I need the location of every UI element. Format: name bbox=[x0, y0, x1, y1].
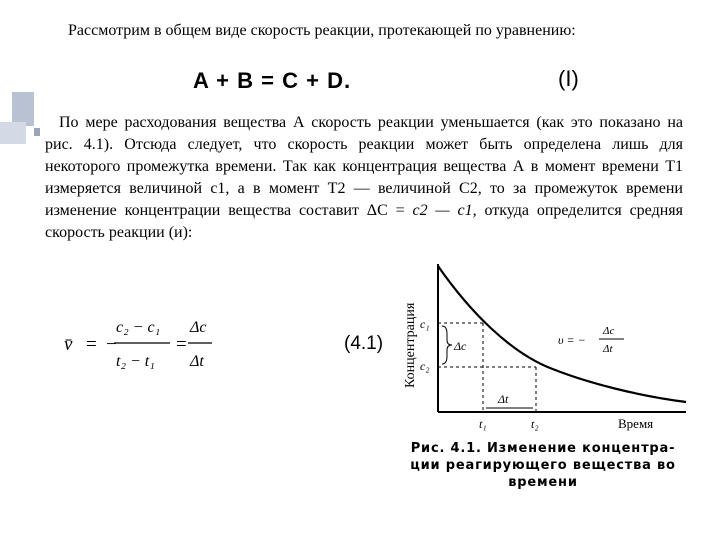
c2-label: c₂ bbox=[420, 359, 430, 373]
rate-formula-numerator: Δc bbox=[603, 325, 615, 337]
caption-line: Рис. 4.1. Изменение концентра- bbox=[410, 441, 676, 456]
formula-denominator-2: Δt bbox=[190, 353, 204, 370]
y-axis-label: Концентрация bbox=[403, 302, 418, 388]
x-axis-label: Время bbox=[618, 416, 654, 431]
delta-c-label: Δc bbox=[454, 339, 467, 353]
main-paragraph bbox=[45, 112, 683, 244]
figure-caption bbox=[392, 440, 694, 491]
equation-number: (I) bbox=[558, 66, 579, 91]
caption-line: ции реагирующего вещества во bbox=[410, 458, 676, 473]
delta-c-brace bbox=[442, 326, 452, 364]
main-text-part3: откуда определится средняя скорость реакции (и): bbox=[45, 202, 683, 241]
formula-denominator-1: t₂ − t₁ bbox=[116, 353, 155, 370]
concentration-time-graph bbox=[400, 262, 690, 438]
decorative-block bbox=[34, 128, 40, 136]
t1-label: t₁ bbox=[479, 417, 487, 431]
reaction-equation: A + B = C + D. bbox=[193, 68, 352, 93]
decorative-block bbox=[12, 92, 34, 126]
formula-minus: − bbox=[106, 334, 117, 355]
main-text-formula: c2 — c1, bbox=[412, 202, 477, 219]
main-text-part1: По мере расходования вещества А скорость реакции уменьшается (как это показано на рис. 4.1). Отсюда следует, что скорость реакции может быть определена лишь для некоторого промежутка времени. Так как концентрация вещества А в момент времени Т1 измеряется величиной с1, а в момент Т2 — величиной С2, то за промежуток времени изменение концентрации вещества составит ΔC = bbox=[45, 114, 683, 219]
formula-equals-2: = bbox=[176, 334, 187, 355]
t2-label: t₂ bbox=[531, 417, 539, 431]
formula-lhs: v̄ bbox=[64, 334, 73, 355]
caption-line: времени bbox=[508, 475, 578, 490]
formula-number: (4.1) bbox=[344, 333, 384, 354]
rate-formula-denominator: Δt bbox=[603, 343, 613, 355]
rate-formula-lhs: υ = − bbox=[558, 333, 586, 347]
intro-paragraph: Рассмотрим в общем виде скорость реакции, протекающей по уравнению: bbox=[68, 22, 576, 39]
average-rate-formula bbox=[62, 314, 292, 384]
formula-numerator-1: c₂ − c₁ bbox=[116, 319, 161, 336]
decorative-block bbox=[0, 122, 26, 144]
formula-numerator-2: Δc bbox=[190, 319, 207, 336]
c1-label: c₁ bbox=[420, 317, 430, 331]
delta-t-label: Δt bbox=[498, 392, 509, 406]
formula-equals: = bbox=[86, 334, 97, 355]
